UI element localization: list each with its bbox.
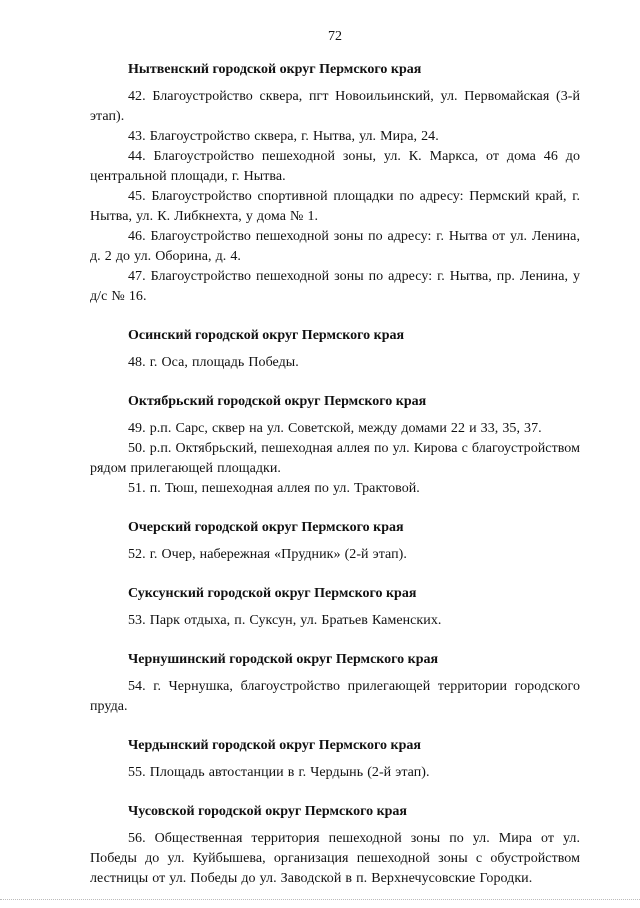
section-heading: Чердынский городской округ Пермского края — [128, 738, 421, 753]
section-cherdyn — [90, 736, 580, 783]
section-heading: Октябрьский городской округ Пермского края — [128, 394, 427, 409]
list-item: 55. Площадь автостанции в г. Чердынь (2-й этап). — [128, 765, 430, 780]
section-oktyabrsky — [90, 392, 580, 499]
section-heading: Очерский городской округ Пермского края — [128, 520, 404, 535]
list-item: 45. Благоустройство спортивной площадки по адресу: Пермский край, г. Нытва, ул. К. Либкнехта, у дома № 1. — [90, 189, 580, 224]
list-item: 52. г. Очер, набережная «Прудник» (2-й этап). — [128, 547, 407, 562]
list-item: 53. Парк отдыха, п. Суксун, ул. Братьев Каменских. — [128, 613, 442, 628]
section-chernushka — [90, 650, 580, 717]
list-item: 50. р.п. Октябрьский, пешеходная аллея по ул. Кирова с благоустройством рядом прилегающей площадки. — [90, 441, 580, 476]
section-heading: Осинский городской округ Пермского края — [128, 328, 405, 343]
list-item: 46. Благоустройство пешеходной зоны по адресу: г. Нытва от ул. Ленина, д. 2 до ул. Оборина, д. 4. — [90, 229, 580, 264]
list-item: 56. Общественная территория пешеходной зоны по ул. Мира от ул. Победы до ул. Куйбышева, организация пешеходной зоны с обустройством лестницы от ул. Победы до ул. Заводской в п. Верхнечусовские Городки. — [90, 831, 580, 886]
section-chusovoy — [90, 802, 580, 889]
list-item: 42. Благоустройство сквера, пгт Новоильинский, ул. Первомайская (3-й этап). — [90, 89, 580, 124]
list-item: 47. Благоустройство пешеходной зоны по адресу: г. Нытва, пр. Ленина, у д/с № 16. — [90, 269, 580, 304]
footer-divider — [0, 899, 640, 901]
list-item: 51. п. Тюш, пешеходная аллея по ул. Трактовой. — [128, 481, 420, 496]
section-heading: Чернушинский городской округ Пермского края — [128, 652, 439, 667]
page-number: 72 — [328, 29, 342, 44]
section-suksun — [90, 584, 580, 631]
section-heading: Нытвенский городской округ Пермского края — [128, 62, 422, 77]
list-item: 43. Благоустройство сквера, г. Нытва, ул. Мира, 24. — [128, 129, 439, 144]
list-item: 54. г. Чернушка, благоустройство прилегающей территории городского пруда. — [90, 679, 580, 714]
section-heading: Суксунский городской округ Пермского края — [128, 586, 417, 601]
section-ocher — [90, 518, 580, 565]
list-item: 49. р.п. Сарс, сквер на ул. Советской, между домами 22 и 33, 35, 37. — [128, 421, 542, 436]
section-nytva — [90, 60, 580, 307]
list-item: 44. Благоустройство пешеходной зоны, ул. К. Маркса, от дома 46 до центральной площади, г. Нытва. — [90, 149, 580, 184]
section-heading: Чусовской городской округ Пермского края — [128, 804, 408, 819]
section-osa — [90, 326, 580, 373]
document-page — [90, 28, 580, 908]
list-item: 48. г. Оса, площадь Победы. — [128, 355, 299, 370]
